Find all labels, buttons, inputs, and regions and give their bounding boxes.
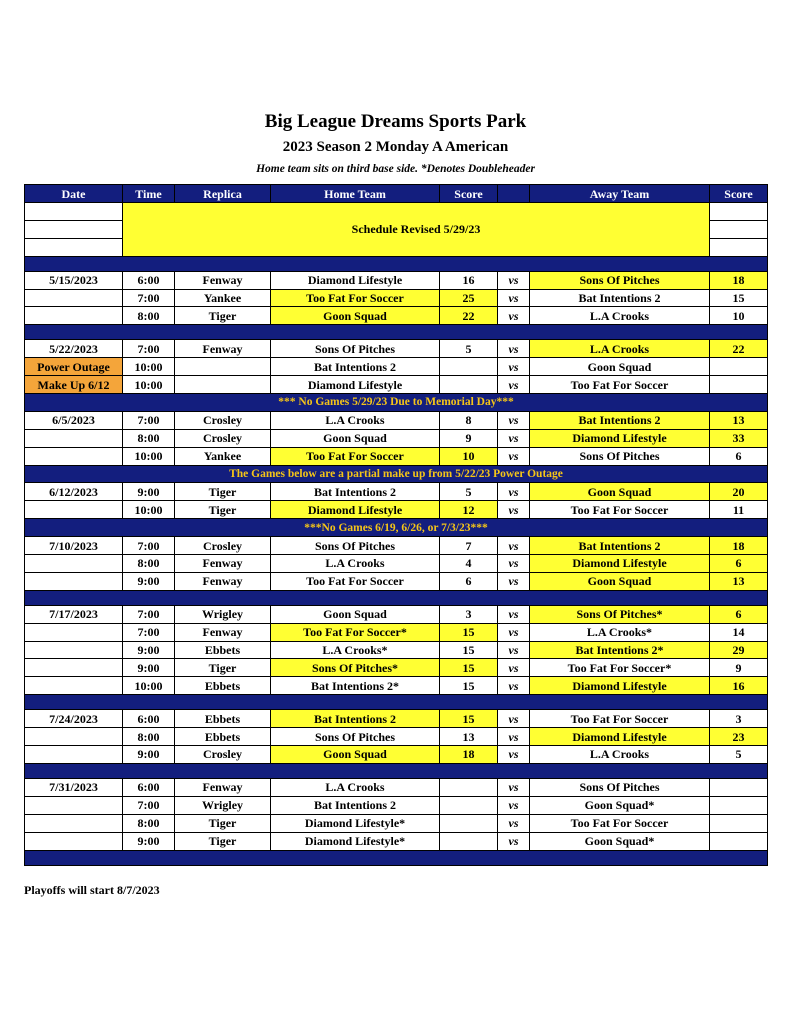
away-team-cell: Too Fat For Soccer <box>530 501 710 519</box>
away-team-cell: Too Fat For Soccer <box>530 814 710 832</box>
vs-cell: vs <box>498 358 530 376</box>
game-row <box>25 572 768 590</box>
home-team-cell: Goon Squad <box>271 605 440 623</box>
time-cell: 9:00 <box>123 832 175 850</box>
home-team-cell: Too Fat For Soccer <box>271 289 440 307</box>
date-cell <box>25 572 123 590</box>
home-score-cell: 13 <box>440 728 498 746</box>
away-team-cell: Diamond Lifestyle <box>530 555 710 573</box>
date-cell <box>25 832 123 850</box>
away-team-cell: Bat Intentions 2 <box>530 537 710 555</box>
replica-cell: Tiger <box>175 307 271 325</box>
home-team-cell: Bat Intentions 2 <box>271 358 440 376</box>
home-team-cell: Bat Intentions 2 <box>271 796 440 814</box>
blank-cell <box>710 238 768 256</box>
replica-cell: Crosley <box>175 746 271 764</box>
time-cell: 9:00 <box>123 746 175 764</box>
replica-cell: Crosley <box>175 411 271 429</box>
date-cell <box>25 623 123 641</box>
header-note: Home team sits on third base side. *Denotes Doubleheader <box>256 163 535 175</box>
away-team-cell: Bat Intentions 2 <box>530 411 710 429</box>
home-team-cell: Goon Squad <box>271 429 440 447</box>
date-cell: 6/12/2023 <box>25 483 123 501</box>
away-score-cell <box>710 376 768 394</box>
game-row <box>25 832 768 850</box>
time-cell: 7:00 <box>123 289 175 307</box>
away-score-cell: 6 <box>710 447 768 465</box>
time-cell: 8:00 <box>123 307 175 325</box>
home-team-cell: Diamond Lifestyle* <box>271 832 440 850</box>
col-header-date: Date <box>25 185 123 203</box>
replica-cell: Tiger <box>175 832 271 850</box>
game-row <box>25 623 768 641</box>
away-team-cell: Sons Of Pitches <box>530 271 710 289</box>
spacer-row <box>25 325 768 340</box>
vs-cell: vs <box>498 659 530 677</box>
notice-row <box>25 519 768 537</box>
col-header-replica: Replica <box>175 185 271 203</box>
away-team-cell: Diamond Lifestyle <box>530 677 710 695</box>
home-score-cell: 9 <box>440 429 498 447</box>
away-team-cell: L.A Crooks* <box>530 623 710 641</box>
time-cell: 7:00 <box>123 623 175 641</box>
col-header-away-score: Score <box>710 185 768 203</box>
game-row <box>25 796 768 814</box>
away-score-cell: 3 <box>710 710 768 728</box>
date-cell <box>25 677 123 695</box>
home-score-cell: 22 <box>440 307 498 325</box>
time-cell: 6:00 <box>123 710 175 728</box>
away-team-cell: Goon Squad <box>530 483 710 501</box>
home-score-cell <box>440 832 498 850</box>
replica-cell: Ebbets <box>175 641 271 659</box>
away-score-cell <box>710 814 768 832</box>
home-score-cell <box>440 796 498 814</box>
time-cell: 7:00 <box>123 796 175 814</box>
date-cell <box>25 429 123 447</box>
away-score-cell <box>710 796 768 814</box>
spacer-cell <box>25 763 768 778</box>
col-header-time: Time <box>123 185 175 203</box>
game-row <box>25 728 768 746</box>
home-score-cell: 15 <box>440 623 498 641</box>
game-row <box>25 641 768 659</box>
vs-cell: vs <box>498 483 530 501</box>
date-cell <box>25 814 123 832</box>
home-score-cell <box>440 376 498 394</box>
away-team-cell: L.A Crooks <box>530 307 710 325</box>
time-cell: 10:00 <box>123 447 175 465</box>
replica-cell: Yankee <box>175 447 271 465</box>
revised-row-1 <box>25 203 768 221</box>
home-score-cell: 16 <box>440 271 498 289</box>
replica-cell: Crosley <box>175 537 271 555</box>
home-team-cell: Diamond Lifestyle* <box>271 814 440 832</box>
home-team-cell: Bat Intentions 2* <box>271 677 440 695</box>
vs-cell: vs <box>498 677 530 695</box>
home-team-cell: Sons Of Pitches <box>271 728 440 746</box>
away-team-cell: Goon Squad <box>530 572 710 590</box>
replica-cell: Crosley <box>175 429 271 447</box>
home-team-cell: Sons Of Pitches* <box>271 659 440 677</box>
vs-cell: vs <box>498 710 530 728</box>
replica-cell: Ebbets <box>175 677 271 695</box>
notice-text: *** No Games 5/29/23 Due to Memorial Day*** <box>25 394 768 412</box>
date-cell: Make Up 6/12 <box>25 376 123 394</box>
away-score-cell: 10 <box>710 307 768 325</box>
home-team-cell: Diamond Lifestyle <box>271 271 440 289</box>
home-score-cell: 15 <box>440 710 498 728</box>
vs-cell: vs <box>498 641 530 659</box>
page-title: Big League Dreams Sports Park <box>264 111 527 132</box>
game-row <box>25 358 768 376</box>
vs-cell: vs <box>498 376 530 394</box>
game-row <box>25 605 768 623</box>
away-team-cell: Goon Squad* <box>530 796 710 814</box>
game-row <box>25 677 768 695</box>
time-cell: 7:00 <box>123 340 175 358</box>
date-cell: 6/5/2023 <box>25 411 123 429</box>
away-team-cell: Too Fat For Soccer* <box>530 659 710 677</box>
away-score-cell <box>710 358 768 376</box>
vs-cell: vs <box>498 796 530 814</box>
vs-cell: vs <box>498 814 530 832</box>
replica-cell: Tiger <box>175 501 271 519</box>
away-team-cell: Bat Intentions 2 <box>530 289 710 307</box>
time-cell: 7:00 <box>123 537 175 555</box>
game-row <box>25 710 768 728</box>
vs-cell: vs <box>498 271 530 289</box>
replica-cell: Tiger <box>175 814 271 832</box>
game-row <box>25 778 768 796</box>
vs-cell: vs <box>498 728 530 746</box>
date-cell: 7/24/2023 <box>25 710 123 728</box>
game-row <box>25 447 768 465</box>
date-cell <box>25 501 123 519</box>
vs-cell: vs <box>498 623 530 641</box>
replica-cell: Fenway <box>175 340 271 358</box>
home-score-cell: 7 <box>440 537 498 555</box>
time-cell: 6:00 <box>123 271 175 289</box>
home-score-cell <box>440 814 498 832</box>
col-header-away-team: Away Team <box>530 185 710 203</box>
col-header-vs <box>498 185 530 203</box>
replica-cell: Yankee <box>175 289 271 307</box>
away-team-cell: L.A Crooks <box>530 340 710 358</box>
vs-cell: vs <box>498 307 530 325</box>
game-row <box>25 483 768 501</box>
vs-cell: vs <box>498 429 530 447</box>
date-cell <box>25 555 123 573</box>
date-cell <box>25 307 123 325</box>
spacer-cell <box>25 850 768 865</box>
away-score-cell: 6 <box>710 605 768 623</box>
spacer-row <box>25 695 768 710</box>
away-score-cell <box>710 778 768 796</box>
home-team-cell: Goon Squad <box>271 307 440 325</box>
home-score-cell: 4 <box>440 555 498 573</box>
replica-cell: Wrigley <box>175 796 271 814</box>
date-cell: 7/17/2023 <box>25 605 123 623</box>
away-score-cell: 9 <box>710 659 768 677</box>
time-cell: 9:00 <box>123 483 175 501</box>
vs-cell: vs <box>498 501 530 519</box>
game-row <box>25 289 768 307</box>
spacer-row <box>25 256 768 271</box>
time-cell: 10:00 <box>123 677 175 695</box>
away-score-cell: 16 <box>710 677 768 695</box>
home-team-cell: L.A Crooks <box>271 778 440 796</box>
away-team-cell: Diamond Lifestyle <box>530 728 710 746</box>
away-team-cell: Goon Squad <box>530 358 710 376</box>
spacer-row <box>25 850 768 865</box>
date-cell <box>25 796 123 814</box>
time-cell: 7:00 <box>123 605 175 623</box>
away-score-cell: 13 <box>710 411 768 429</box>
time-cell: 9:00 <box>123 659 175 677</box>
away-team-cell: Diamond Lifestyle <box>530 429 710 447</box>
col-header-home-score: Score <box>440 185 498 203</box>
vs-cell: vs <box>498 572 530 590</box>
vs-cell: vs <box>498 778 530 796</box>
away-score-cell: 29 <box>710 641 768 659</box>
home-score-cell: 18 <box>440 746 498 764</box>
home-team-cell: Sons Of Pitches <box>271 340 440 358</box>
revised-banner: Schedule Revised 5/29/23 <box>123 203 710 257</box>
vs-cell: vs <box>498 746 530 764</box>
spacer-row <box>25 590 768 605</box>
away-score-cell: 13 <box>710 572 768 590</box>
footer-note: Playoffs will start 8/7/2023 <box>24 883 160 897</box>
home-team-cell: Sons Of Pitches <box>271 537 440 555</box>
replica-cell: Tiger <box>175 659 271 677</box>
home-team-cell: L.A Crooks <box>271 555 440 573</box>
vs-cell: vs <box>498 605 530 623</box>
replica-cell: Fenway <box>175 623 271 641</box>
home-score-cell: 6 <box>440 572 498 590</box>
away-team-cell: Bat Intentions 2* <box>530 641 710 659</box>
blank-cell <box>25 203 123 221</box>
home-score-cell: 5 <box>440 340 498 358</box>
page-subtitle: 2023 Season 2 Monday A American <box>282 139 509 155</box>
replica-cell: Ebbets <box>175 728 271 746</box>
replica-cell: Ebbets <box>175 710 271 728</box>
date-cell: Power Outage <box>25 358 123 376</box>
vs-cell: vs <box>498 289 530 307</box>
away-team-cell: L.A Crooks <box>530 746 710 764</box>
time-cell: 6:00 <box>123 778 175 796</box>
home-score-cell <box>440 358 498 376</box>
home-team-cell: Diamond Lifestyle <box>271 376 440 394</box>
game-row <box>25 814 768 832</box>
game-row <box>25 411 768 429</box>
game-row <box>25 429 768 447</box>
date-cell: 7/10/2023 <box>25 537 123 555</box>
spacer-cell <box>25 256 768 271</box>
spacer-row <box>25 763 768 778</box>
home-team-cell: Bat Intentions 2 <box>271 710 440 728</box>
date-cell <box>25 746 123 764</box>
away-score-cell: 22 <box>710 340 768 358</box>
away-team-cell: Goon Squad* <box>530 832 710 850</box>
replica-cell: Fenway <box>175 271 271 289</box>
time-cell: 9:00 <box>123 641 175 659</box>
home-team-cell: L.A Crooks* <box>271 641 440 659</box>
away-score-cell: 18 <box>710 537 768 555</box>
away-team-cell: Sons Of Pitches* <box>530 605 710 623</box>
away-score-cell <box>710 832 768 850</box>
home-team-cell: Goon Squad <box>271 746 440 764</box>
date-cell <box>25 659 123 677</box>
replica-cell <box>175 358 271 376</box>
date-cell <box>25 728 123 746</box>
replica-cell: Fenway <box>175 572 271 590</box>
game-row <box>25 537 768 555</box>
spacer-cell <box>25 590 768 605</box>
time-cell: 7:00 <box>123 411 175 429</box>
blank-cell <box>710 220 768 238</box>
game-row <box>25 555 768 573</box>
home-team-cell: Diamond Lifestyle <box>271 501 440 519</box>
home-score-cell: 12 <box>440 501 498 519</box>
away-team-cell: Too Fat For Soccer <box>530 376 710 394</box>
home-score-cell: 25 <box>440 289 498 307</box>
date-cell <box>25 641 123 659</box>
time-cell: 8:00 <box>123 429 175 447</box>
game-row <box>25 501 768 519</box>
away-score-cell: 23 <box>710 728 768 746</box>
home-score-cell: 15 <box>440 659 498 677</box>
home-team-cell: Bat Intentions 2 <box>271 483 440 501</box>
date-cell: 7/31/2023 <box>25 778 123 796</box>
vs-cell: vs <box>498 447 530 465</box>
home-team-cell: Too Fat For Soccer* <box>271 623 440 641</box>
game-row <box>25 307 768 325</box>
away-score-cell: 14 <box>710 623 768 641</box>
away-team-cell: Sons Of Pitches <box>530 778 710 796</box>
time-cell: 8:00 <box>123 555 175 573</box>
away-team-cell: Too Fat For Soccer <box>530 710 710 728</box>
replica-cell <box>175 376 271 394</box>
away-team-cell: Sons Of Pitches <box>530 447 710 465</box>
game-row <box>25 746 768 764</box>
away-score-cell: 20 <box>710 483 768 501</box>
date-cell: 5/15/2023 <box>25 271 123 289</box>
time-cell: 10:00 <box>123 376 175 394</box>
schedule-table <box>24 184 768 866</box>
game-row <box>25 659 768 677</box>
game-row <box>25 271 768 289</box>
time-cell: 10:00 <box>123 501 175 519</box>
date-cell: 5/22/2023 <box>25 340 123 358</box>
header-row <box>25 185 768 203</box>
away-score-cell: 15 <box>710 289 768 307</box>
game-row <box>25 376 768 394</box>
blank-cell <box>25 238 123 256</box>
game-row <box>25 340 768 358</box>
time-cell: 9:00 <box>123 572 175 590</box>
date-cell <box>25 289 123 307</box>
replica-cell: Tiger <box>175 483 271 501</box>
home-team-cell: L.A Crooks <box>271 411 440 429</box>
vs-cell: vs <box>498 537 530 555</box>
spacer-cell <box>25 695 768 710</box>
vs-cell: vs <box>498 555 530 573</box>
away-score-cell: 6 <box>710 555 768 573</box>
date-cell <box>25 447 123 465</box>
home-score-cell: 15 <box>440 641 498 659</box>
notice-row <box>25 465 768 483</box>
away-score-cell: 18 <box>710 271 768 289</box>
home-score-cell: 10 <box>440 447 498 465</box>
spacer-cell <box>25 325 768 340</box>
notice-text: ***No Games 6/19, 6/26, or 7/3/23*** <box>25 519 768 537</box>
vs-cell: vs <box>498 411 530 429</box>
time-cell: 8:00 <box>123 728 175 746</box>
time-cell: 10:00 <box>123 358 175 376</box>
home-team-cell: Too Fat For Soccer <box>271 447 440 465</box>
away-score-cell: 11 <box>710 501 768 519</box>
away-score-cell: 5 <box>710 746 768 764</box>
replica-cell: Fenway <box>175 555 271 573</box>
time-cell: 8:00 <box>123 814 175 832</box>
home-score-cell: 3 <box>440 605 498 623</box>
home-score-cell <box>440 778 498 796</box>
notice-text: The Games below are a partial make up from 5/22/23 Power Outage <box>25 465 768 483</box>
away-score-cell: 33 <box>710 429 768 447</box>
replica-cell: Fenway <box>175 778 271 796</box>
vs-cell: vs <box>498 832 530 850</box>
blank-cell <box>710 203 768 221</box>
blank-cell <box>25 220 123 238</box>
notice-row <box>25 394 768 412</box>
home-score-cell: 5 <box>440 483 498 501</box>
home-team-cell: Too Fat For Soccer <box>271 572 440 590</box>
home-score-cell: 8 <box>440 411 498 429</box>
vs-cell: vs <box>498 340 530 358</box>
home-score-cell: 15 <box>440 677 498 695</box>
replica-cell: Wrigley <box>175 605 271 623</box>
col-header-home-team: Home Team <box>271 185 440 203</box>
